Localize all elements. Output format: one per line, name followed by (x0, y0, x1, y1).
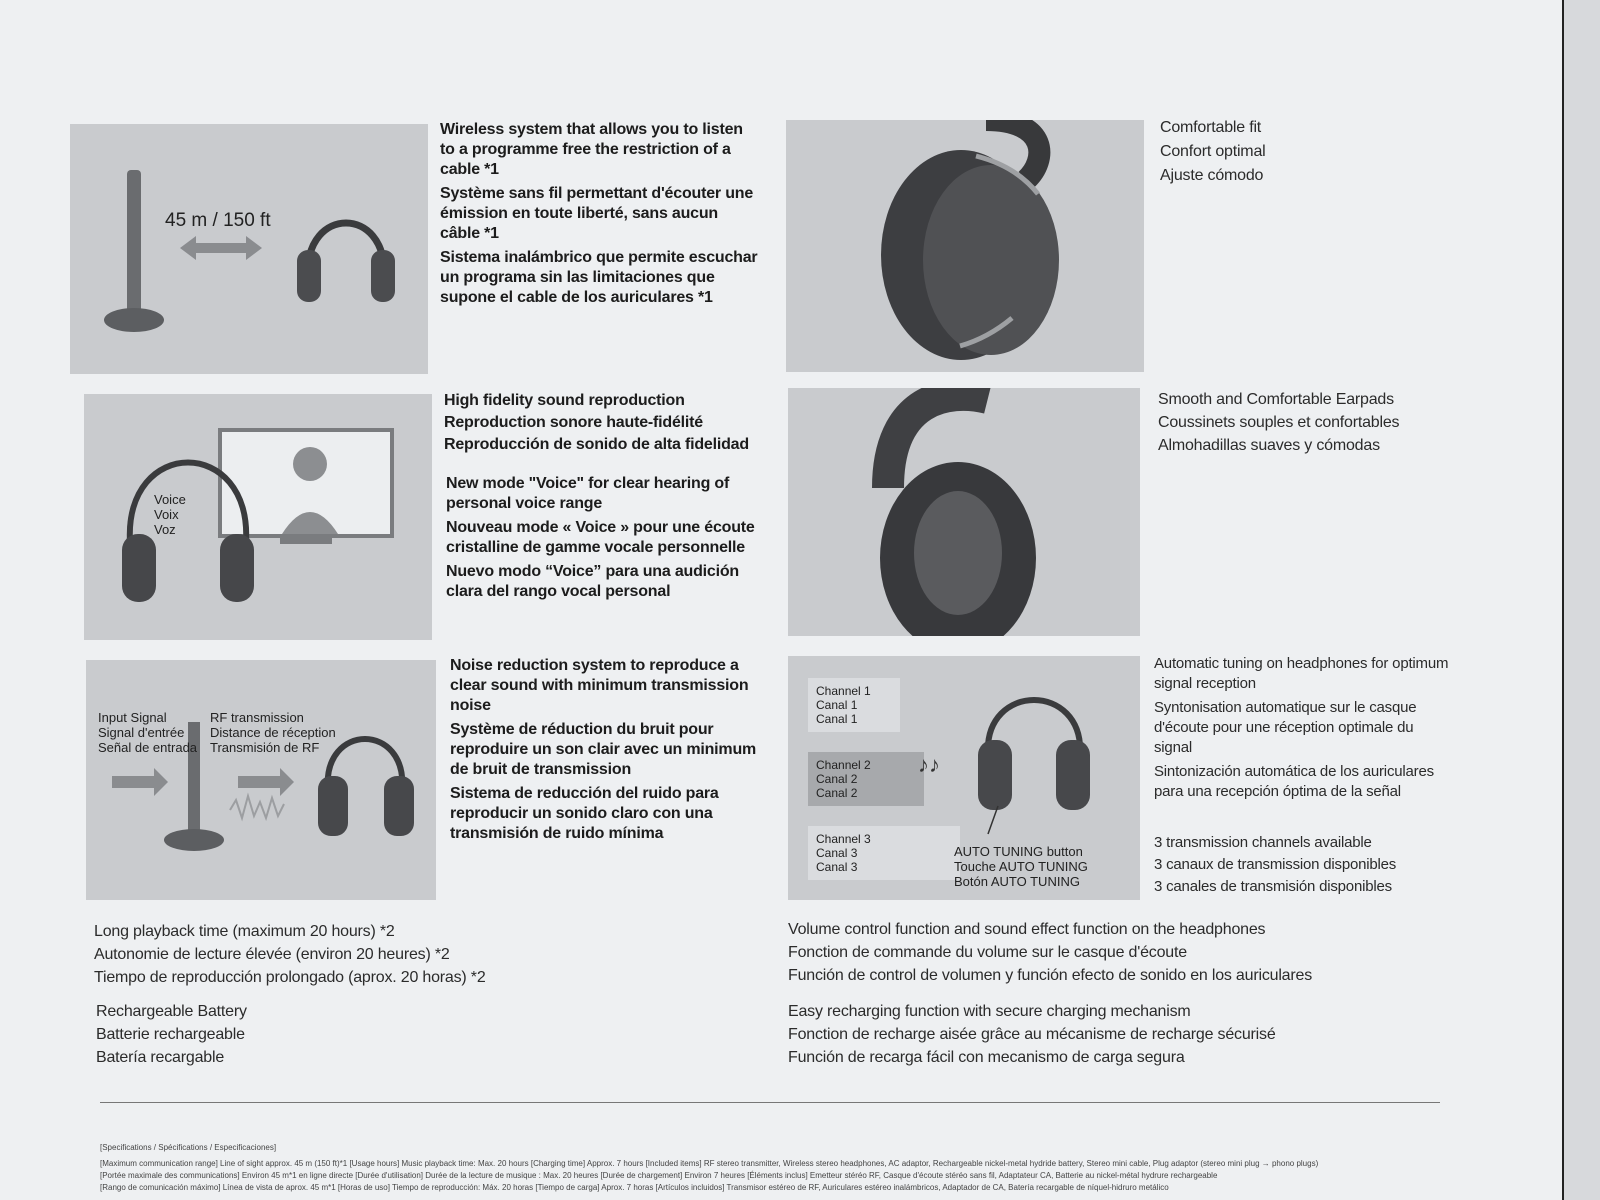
battery-en: Rechargeable Battery (96, 1003, 247, 1020)
rf-es: Transmisión de RF (210, 740, 320, 755)
channel-3-en: Channel 3 (816, 832, 871, 846)
playback-en: Long playback time (maximum 20 hours) *2 (94, 923, 395, 940)
rf-en: RF transmission (210, 710, 304, 725)
spec-line-es: [Rango de comunicación máximo] Línea de vista de aprox. 45 m*1 [Horas de uso] Tiempo de reproducción: Máx. 20 horas [Tiempo de carga] Aprox. 7 horas [Artículos incluidos] Transmisor estéreo de RF, Auriculares estéreo inalámbricos, Adaptador de CA, Batería recargable de níquel-hidruro metálico (100, 1183, 1169, 1192)
input-signal-es: Señal de entrada (98, 740, 198, 755)
wireless-es: Sistema inalámbrico que permite escuchar un programa sin las limitaciones que supone el cable de los auriculares *1 (440, 249, 758, 306)
voice-label-es: Voz (154, 522, 176, 537)
earpads-en: Smooth and Comfortable Earpads (1158, 391, 1394, 408)
battery-feature-text (96, 1000, 496, 1069)
voice-tv-graphic (84, 394, 432, 640)
rf-fr: Distance de réception (210, 725, 336, 740)
channel-3-fr: Canal 3 (816, 846, 858, 860)
music-notes-icon: ♪♪ (918, 752, 940, 777)
volume-fr: Fonction de commande du volume sur le casque d'écoute (788, 944, 1187, 961)
battery-es: Batería recargable (96, 1049, 225, 1066)
earpads-feature-text (1158, 388, 1488, 457)
volume-en: Volume control function and sound effect function on the headphones (788, 921, 1266, 938)
noise-en: Noise reduction system to reproduce a clear sound with minimum transmission noise (450, 657, 749, 714)
range-label: 45 m / 150 ft (165, 210, 271, 231)
comfort-fr: Confort optimal (1160, 143, 1266, 160)
auto-tuning-es: Botón AUTO TUNING (954, 874, 1080, 889)
channels-es: 3 canales de transmisión disponibles (1154, 878, 1392, 895)
hifi-en: High fidelity sound reproduction (444, 392, 685, 409)
autotune-es: Sintonización automática de los auriculares para una recepción óptima de la señal (1154, 763, 1434, 800)
hifi-feature-text (444, 390, 774, 456)
playback-fr: Autonomie de lecture élevée (environ 20 heures) *2 (94, 946, 450, 963)
comfort-es: Ajuste cómodo (1160, 167, 1264, 184)
input-signal-en: Input Signal (98, 710, 167, 725)
recharge-feature-text (788, 1000, 1428, 1069)
auto-tuning-labels (954, 844, 1088, 889)
voice-fr: Nouveau mode « Voice » pour une écoute cristalline de gamme vocale personnelle (446, 519, 755, 556)
signal-flow-graphic (86, 660, 436, 900)
comfort-fit-photo (786, 120, 1144, 372)
autotune-fr: Syntonisation automatique sur le casque d'écoute pour une réception optimale du signal (1154, 699, 1417, 756)
spec-line-fr: [Portée maximale des communications] Environ 45 m*1 en ligne directe [Durée d'utilisation] Durée de la lecture de musique : Max. 20 heures [Durée de chargement] Environ 7 heures [Éléments inclus] Emetteur stéréo RF, Casque d'écoute stéréo sans fil, Adaptateur CA, Batterie au nickel-métal hydrure rechargeable (100, 1171, 1218, 1180)
autotune-en: Automatic tuning on headphones for optimum signal reception (1154, 655, 1449, 692)
volume-feature-text (788, 918, 1428, 987)
box-edge (1562, 0, 1600, 1200)
auto-tuning-fr: Touche AUTO TUNING (954, 859, 1088, 874)
channels-en: 3 transmission channels available (1154, 834, 1372, 851)
voice-label-fr: Voix (154, 507, 179, 522)
channel-2-es: Canal 2 (816, 786, 858, 800)
playback-es: Tiempo de reproducción prolongado (aprox. 20 horas) *2 (94, 969, 486, 986)
wireless-en: Wireless system that allows you to listen to a programme free the restriction of a cable *1 (440, 121, 743, 178)
voice-es: Nuevo modo “Voice” para una audición clara del rango vocal personal (446, 563, 739, 600)
earpads-fr: Coussinets souples et confortables (1158, 414, 1400, 431)
earpad-photo (788, 388, 1140, 636)
comfort-en: Comfortable fit (1160, 119, 1262, 136)
input-signal-fr: Signal d'entrée (98, 725, 185, 740)
hifi-es: Reproducción de sonido de alta fidelidad (444, 436, 749, 453)
wireless-feature-text (440, 120, 760, 312)
channel-2-fr: Canal 2 (816, 772, 858, 786)
recharge-fr: Fonction de recharge aisée grâce au mécanisme de recharge sécurisé (788, 1026, 1276, 1043)
transmitter-headphones-graphic (70, 124, 428, 374)
input-signal-labels (98, 710, 197, 755)
spec-heading: [Specifications / Spécifications / Especificaciones] (100, 1143, 277, 1152)
playback-feature-text (94, 920, 634, 989)
recharge-es: Función de recarga fácil con mecanismo de carga segura (788, 1049, 1185, 1066)
auto-tuning-en: AUTO TUNING button (954, 844, 1083, 859)
range-illustration (70, 124, 428, 374)
noise-es: Sistema de reducción del ruido para reproducir un sonido claro con una transmisión de ruido mínima (450, 785, 719, 842)
channels-fr: 3 canaux de transmission disponibles (1154, 856, 1397, 873)
noise-feature-text (450, 656, 770, 848)
channels-feature-text (1154, 832, 1474, 898)
channel-2-en: Channel 2 (816, 758, 871, 772)
rf-transmission-labels (210, 710, 336, 755)
channel-1-en: Channel 1 (816, 684, 871, 698)
autotune-feature-text (1154, 654, 1454, 806)
volume-es: Función de control de volumen y función efecto de sonido en los auriculares (788, 967, 1312, 984)
spec-line-en: [Maximum communication range] Line of sight approx. 45 m (150 ft)*1 [Usage hours] Music playback time: Max. 20 hours [Charging time] Approx. 7 hours [Included items] RF stereo transmitter, Wireless stereo headphones, AC adaptor, Rechargeable nickel-metal hydride battery, Stereo mini cable, Plug adaptor (stereo mini plug → phono plugs) (100, 1159, 1319, 1168)
channel-3-es: Canal 3 (816, 860, 858, 874)
battery-fr: Batterie rechargeable (96, 1026, 245, 1043)
voice-label-en: Voice (154, 492, 186, 507)
hifi-fr: Reproduction sonore haute-fidélité (444, 414, 703, 431)
comfort-feature-text (1160, 116, 1460, 188)
recharge-en: Easy recharging function with secure charging mechanism (788, 1003, 1191, 1020)
voice-mode-labels (154, 492, 186, 537)
noise-reduction-illustration (86, 660, 436, 900)
earpad-graphic (788, 388, 1140, 636)
auto-tuning-illustration (788, 656, 1140, 900)
voice-mode-illustration (84, 394, 432, 640)
noise-fr: Système de réduction du bruit pour reproduire un son clair avec un minimum de bruit de transmission (450, 721, 757, 778)
divider-line (100, 1102, 1440, 1103)
channel-1-es: Canal 1 (816, 712, 858, 726)
voice-en: New mode "Voice" for clear hearing of personal voice range (446, 475, 730, 512)
headphone-closeup-graphic (786, 120, 1144, 372)
voice-feature-text (446, 474, 776, 606)
channel-1-fr: Canal 1 (816, 698, 858, 712)
earpads-es: Almohadillas suaves y cómodas (1158, 437, 1380, 454)
wireless-fr: Système sans fil permettant d'écouter une émission en toute liberté, sans aucun câble *1 (440, 185, 754, 242)
